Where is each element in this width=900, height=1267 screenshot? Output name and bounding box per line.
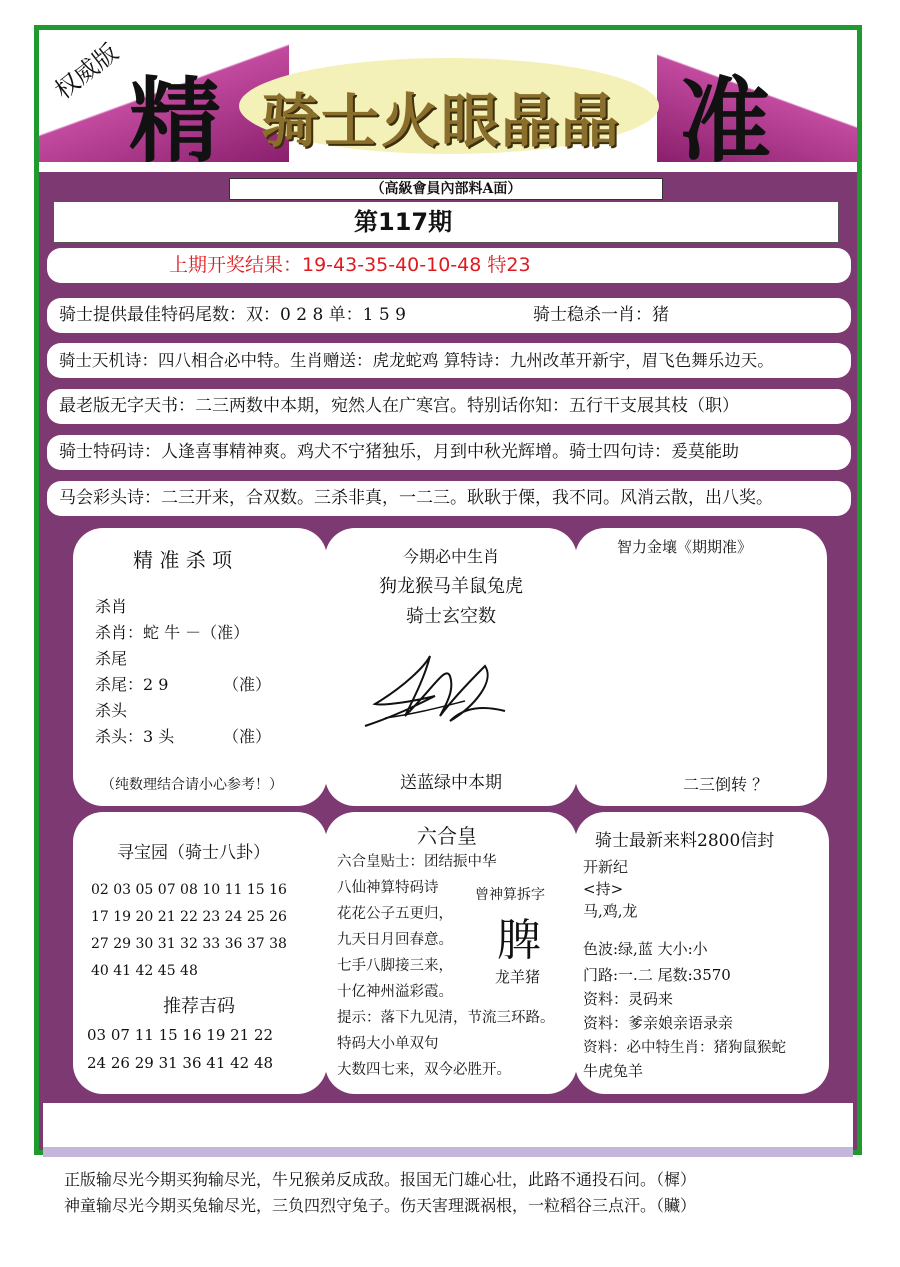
poem-line-3: 七手八脚接三来， bbox=[337, 958, 453, 974]
envelope-info-2: 资料：爹亲娘亲语录亲 bbox=[583, 1014, 734, 1032]
envelope-info-3: 资料：必中特生肖：猪狗鼠猴蛇 bbox=[583, 1040, 786, 1056]
envelope-line-1: 开新纪 bbox=[583, 858, 629, 876]
chaizi-title: 曾神算拆字 bbox=[475, 887, 545, 903]
envelope-line-2: <持> bbox=[583, 880, 624, 898]
kill-tail-label: 杀尾 bbox=[95, 649, 128, 668]
bottom-bar bbox=[43, 1103, 853, 1157]
xuankong-label: 骑士玄空数 bbox=[406, 606, 496, 627]
kill-box bbox=[73, 528, 327, 806]
tianji-text: 骑士天机诗：四八相合必中特。生肖赠送：虎龙蛇鸡 算特诗：九州改革开新宇，眉飞色舞乐边天。 bbox=[59, 351, 774, 370]
header bbox=[39, 30, 857, 172]
last-result-row bbox=[47, 248, 851, 283]
chaizi-zodiacs: 龙羊猪 bbox=[495, 968, 541, 986]
poem-title: 八仙神算特码诗 bbox=[337, 880, 439, 896]
footer-line-1: 正版输尽光今期买狗输尽光，牛兄猴弟反成敌。报国无门雄心壮，此路不通投石问。（樨） bbox=[64, 1170, 697, 1189]
edition-label: 权威版 bbox=[49, 38, 124, 105]
kill-head-value: 杀头：3 头 bbox=[95, 727, 175, 746]
liuhe-hint: 提示：落下九见清，节流三环路。 bbox=[337, 1010, 555, 1026]
zodiac-box bbox=[325, 528, 577, 806]
treasure-nums-4: 40 41 42 45 48 bbox=[91, 963, 198, 979]
header-char-right: 准 bbox=[679, 68, 772, 172]
chaizi-char: 脾 bbox=[497, 915, 541, 966]
envelope-door-tail: 门路:一.二 尾数:3570 bbox=[583, 966, 731, 984]
kill-text: 骑士稳杀一肖：猪 bbox=[533, 305, 669, 325]
recommend-title: 推荐吉码 bbox=[163, 996, 235, 1017]
tema-row bbox=[47, 435, 851, 470]
subtitle-bar: （高級會員內部料A面） bbox=[229, 178, 663, 200]
last-result-text: 上期开奖结果：19-43-35-40-10-48 特23 bbox=[169, 254, 531, 276]
treasure-nums-3: 27 29 30 31 32 33 36 37 38 bbox=[91, 936, 287, 952]
tail-row bbox=[47, 298, 851, 333]
kill-tail-mark: （准） bbox=[223, 675, 272, 694]
treasure-box bbox=[73, 812, 327, 1094]
wuzi-row bbox=[47, 389, 851, 424]
treasure-nums-1: 02 03 05 07 08 10 11 15 16 bbox=[91, 882, 287, 898]
issue-bar bbox=[53, 201, 839, 243]
size-oddeven-verse: 大数四七来，双今必胜开。 bbox=[337, 1062, 511, 1078]
issue-number: 第117期 bbox=[354, 208, 453, 236]
envelope-info-1: 资料：灵码来 bbox=[583, 990, 674, 1008]
page-title: 骑士火眼晶晶 bbox=[261, 87, 622, 155]
tianji-row bbox=[47, 343, 851, 378]
signature-scribble bbox=[355, 646, 515, 746]
poem-line-4: 十亿神州溢彩霞。 bbox=[337, 984, 453, 1000]
wisdom-hint: 二三倒转 ？ bbox=[683, 775, 769, 794]
mahui-text: 马会彩头诗：二三开来，合双数。三杀非真，一二三。耿耿于傈，我不同。风消云散，出八奖。 bbox=[59, 488, 773, 508]
footer-line-2: 神童输尽光今期买兔输尽光，三负四烈守兔子。伤天害理溉祸根，一粒稻谷三点汗。（贜） bbox=[64, 1196, 697, 1215]
kill-box-note: （纯数理结合请小心参考！） bbox=[101, 777, 283, 793]
poem-line-1: 花花公子五更归， bbox=[337, 906, 453, 922]
wuzi-text: 最老版无字天书：二三两数中本期，宛然人在广寒宫。特别话你知：五行干支展其枝（职） bbox=[59, 396, 739, 416]
zodiac-box-title: 今期必中生肖 bbox=[402, 547, 499, 566]
color-wave-hint: 送蓝绿中本期 bbox=[400, 773, 502, 793]
kill-head-label: 杀头 bbox=[95, 701, 128, 720]
kill-zodiac-value: 杀肖：蛇 牛 －（准） bbox=[95, 623, 250, 642]
envelope-box-title: 骑士最新来料2800信封 bbox=[595, 831, 775, 851]
recommend-nums-1: 03 07 11 15 16 19 21 22 bbox=[87, 1026, 274, 1044]
tail-text: 骑士提供最佳特码尾数：双：0 2 8 单：1 5 9 bbox=[59, 305, 406, 325]
kill-tail-value: 杀尾：2 9 bbox=[95, 675, 169, 694]
wisdom-box bbox=[575, 528, 827, 806]
kill-box-title: 精 准 杀 项 bbox=[133, 548, 233, 572]
envelope-line-3: 马,鸡,龙 bbox=[583, 902, 638, 920]
treasure-box-title: 寻宝园（骑士八卦） bbox=[117, 843, 270, 863]
envelope-info-4: 牛虎兔羊 bbox=[583, 1062, 644, 1080]
kill-head-mark: （准） bbox=[223, 727, 272, 746]
liuhe-tip: 六合皇贴士：团结振中华 bbox=[337, 854, 497, 870]
zodiac-list: 狗龙猴马羊鼠兔虎 bbox=[379, 576, 523, 597]
liuhe-box-title: 六合皇 bbox=[417, 824, 477, 848]
envelope-color-size: 色波:绿,蓝 大小:小 bbox=[583, 940, 708, 958]
wisdom-box-title: 智力金壤《期期准》 bbox=[617, 538, 753, 556]
main-frame bbox=[34, 25, 862, 1155]
header-char-left: 精 bbox=[129, 68, 222, 172]
envelope-box bbox=[575, 812, 829, 1094]
mahui-row bbox=[47, 481, 851, 516]
recommend-nums-2: 24 26 29 31 36 41 42 48 bbox=[87, 1054, 274, 1072]
treasure-nums-2: 17 19 20 21 22 23 24 25 26 bbox=[91, 909, 287, 925]
kill-zodiac-label: 杀肖 bbox=[95, 597, 128, 616]
tema-text: 骑士特码诗：人逢喜事精神爽。鸡犬不宁猪独乐，月到中秋光辉增。骑士四句诗：爰莫能助 bbox=[59, 442, 739, 462]
size-oddeven-title: 特码大小单双句 bbox=[337, 1036, 439, 1052]
poem-line-2: 九天日月回春意。 bbox=[337, 932, 453, 948]
liuhe-box bbox=[325, 812, 577, 1094]
